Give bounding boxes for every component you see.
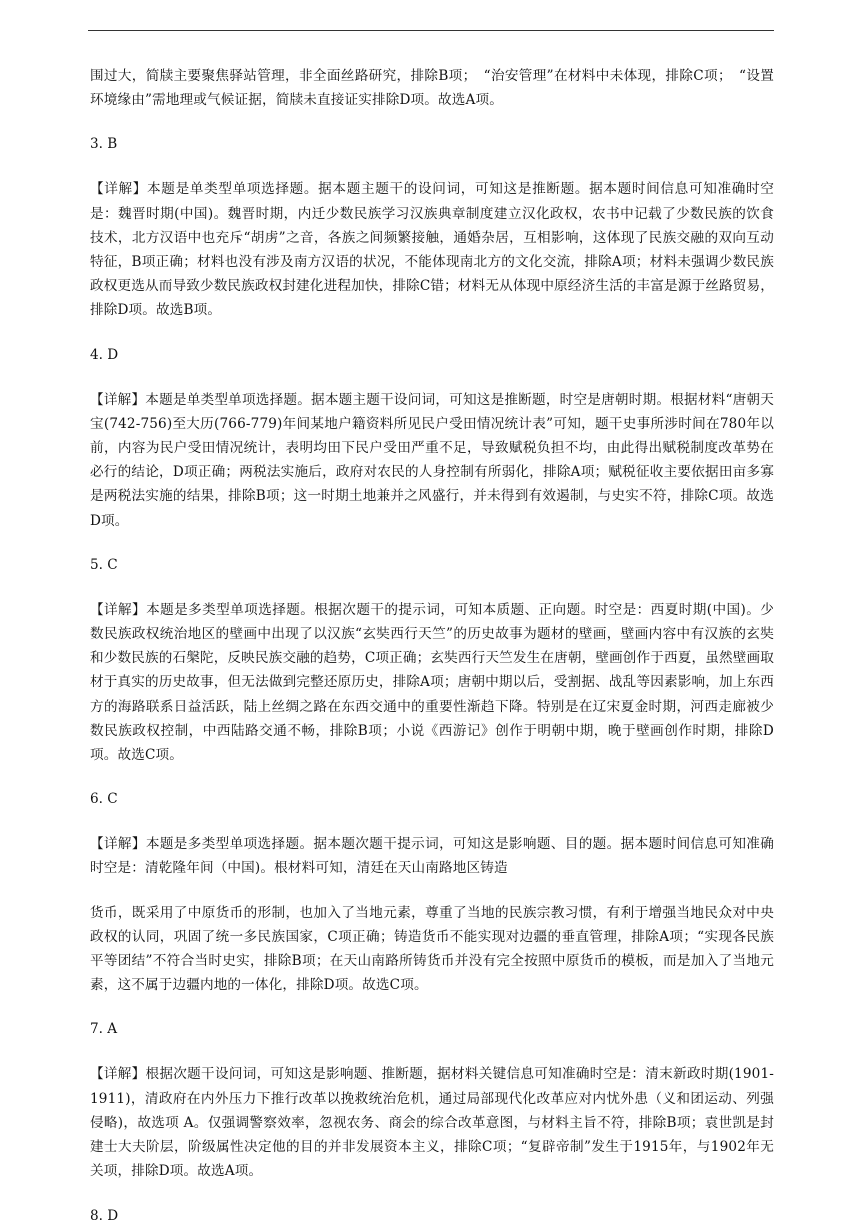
explanation-paragraph: 【详解】根据次题干设问词，可知这是影响题、推断题，据材料关键信息可知准确时空是：清末新政时期(1901-1911)，清政府在内外压力下推行改革以挽救统治危机，通过局部现代化改革应对内忧外患（义和团运动、列强侵略)，故选项 A。仅强调警察效率，忽视农务、商会的综合改革意图，与材料主旨不符，排除B项；袁世凯是封建士大夫阶层，阶级属性决定他的目的并非发展资本主义，排除C项；“复辟帝制”发生于1915年，与1902年无关项，排除D项。故选A项。 <box>90 1066 774 1180</box>
answer-label: 6. C <box>90 791 118 808</box>
explanation-paragraph: 【详解】本题是多类型单项选择题。根据次题干的提示词，可知本质题、正向题。时空是：西夏时期(中国)。少数民族政权统治地区的壁画中出现了以汉族“玄奘西行天竺”的历史故事为题材的壁画，壁画内容中有汉族的玄奘和少数民族的石槃陀，反映民族交融的趋势，C项正确；玄奘西行天竺发生在唐朝，壁画创作于西夏，虽然壁画取材于真实的历史故事，但无法做到完整还原历史，排除A项；唐朝中期以后，受割据、战乱等因素影响，加上东西方的海路联系日益活跃，陆上丝绸之路在东西交通中的重要性渐趋下降。特别是在辽宋夏金时期，河西走廊被少数民族政权控制，中西陆路交通不畅，排除B项；小说《西游记》创作于明朝中期，晚于壁画创作时期，排除D项。故选C项。 <box>90 601 774 764</box>
header-rule <box>88 30 774 31</box>
answer-label: 7. A <box>90 1021 118 1038</box>
answer-label: 4. D <box>90 346 119 363</box>
answer-explanations <box>90 64 774 1228</box>
answer-label: 3. B <box>90 136 118 153</box>
explanation-paragraph: 【详解】本题是单类型单项选择题。据本题主题干设问词，可知这是推断题，时空是唐朝时期。根据材料“唐朝天宝(742-756)至大历(766-779)年间某地户籍资料所见民户受田情况统计表”可知，题干史事所涉时间在780年以前，内容为民户受田情况统计，表明均田下民户受田严重不足，导致赋税负担不均，由此得出赋税制度改革势在必行的结论，D项正确；两税法实施后，政府对农民的人身控制有所弱化，排除A项；赋税征收主要依据田亩多寡是两税法实施的结果，排除B项；这一时期土地兼并之风盛行，并未得到有效遏制，与史实不符，排除C项。故选D项。 <box>90 391 774 529</box>
explanation-paragraph: 【详解】本题是多类型单项选择题。据本题次题干提示词，可知这是影响题、目的题。据本题时间信息可知准确时空是：清乾隆年间（中国)。根材料可知，清廷在天山南路地区铸造 <box>90 836 774 877</box>
explanation-paragraph: 围过大，简牍主要聚焦驿站管理，非全面丝路研究，排除B项； “治安管理”在材料中未体现，排除C项； “设置环境缘由”需地理或气候证据，简牍未直接证实排除D项。故选A项。 <box>90 68 774 109</box>
explanation-paragraph: 【详解】本题是单类型单项选择题。据本题主题干的设问词，可知这是推断题。据本题时间信息可知准确时空是：魏晋时期(中国)。魏晋时期，内迁少数民族学习汉族典章制度建立汉化政权，农书中记载了少数民族的饮食技术，北方汉语中也充斥“胡虏”之音，各族之间频繁接触，通婚杂居，互相影响，这体现了民族交融的双向互动特征，B项正确；材料也没有涉及南方汉语的状况，不能体现南北方的文化交流，排除A项；材料未强调少数民族政权更选从而导致少数民族政权封建化进程加快，排除C错；材料无从体现中原经济生活的丰富是源于丝路贸易，排除D项。故选B项。 <box>90 181 774 319</box>
answer-label: 5. C <box>90 556 118 573</box>
explanation-paragraph: 货币，既采用了中原货币的形制，也加入了当地元素，尊重了当地的民族宗教习惯，有利于增强当地民众对中央政权的认同，巩固了统一多民族国家，C项正确；铸造货币不能实现对边疆的垂直管理，排除A项；“实现各民族平等团结”不符合当时史实，排除B项；在天山南路所铸货币并没有完全按照中原货币的模板，而是加入了当地元素，这不属于边疆内地的一体化，排除D项。故选C项。 <box>90 904 774 994</box>
answer-label: 8. D <box>90 1207 119 1224</box>
